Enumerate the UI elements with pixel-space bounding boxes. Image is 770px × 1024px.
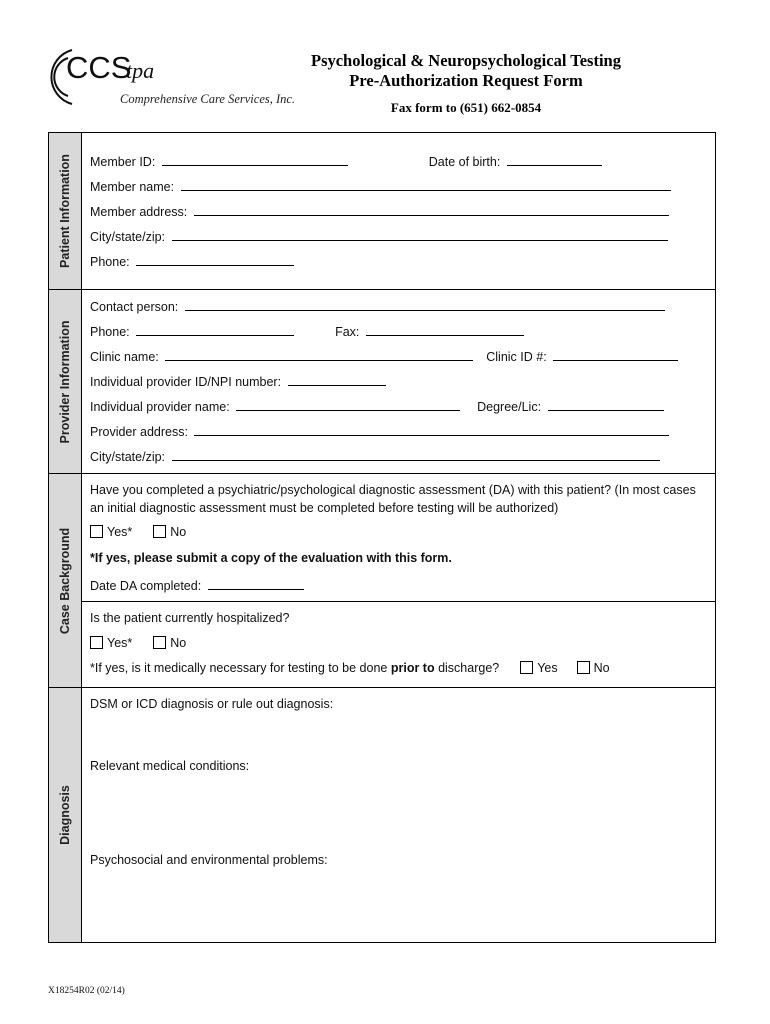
- provider-information-sidebar: [49, 290, 82, 473]
- member-id-label: Member ID:: [90, 155, 156, 169]
- dsm-icd-label: DSM or ICD diagnosis or rule out diagnosis:: [90, 697, 334, 711]
- form-code: X18254R02 (02/14): [48, 986, 125, 996]
- da-question-line2: an initial diagnostic assessment must be completed before testing will be authorized): [90, 501, 559, 515]
- member-address-label: Member address:: [90, 205, 188, 219]
- contact-person-label: Contact person:: [90, 300, 179, 314]
- provider-phone-field[interactable]: [136, 323, 294, 336]
- case-background-sidebar: [49, 474, 82, 687]
- provider-name-row: [90, 398, 664, 414]
- date-of-birth-label: Date of birth:: [428, 155, 501, 169]
- member-address-row: [90, 203, 669, 219]
- provider-npi-label: Individual provider ID/NPI number:: [90, 375, 282, 389]
- form-title-line2: Pre-Authorization Request Form: [349, 71, 583, 90]
- patient-phone-field[interactable]: [136, 253, 294, 266]
- clinic-name-row: [90, 348, 678, 364]
- hospitalized-no-label: No: [170, 636, 187, 650]
- member-name-row: [90, 178, 671, 194]
- hospitalized-no-checkbox[interactable]: [153, 636, 166, 649]
- member-id-field[interactable]: [162, 153, 348, 166]
- discharge-question-row: [90, 661, 610, 675]
- member-address-field[interactable]: [194, 203, 669, 216]
- medical-conditions-label: Relevant medical conditions:: [90, 759, 250, 773]
- provider-address-label: Provider address:: [90, 425, 188, 439]
- provider-city-state-zip-row: [90, 448, 660, 464]
- provider-address-field[interactable]: [194, 423, 669, 436]
- if-yes-note: *If yes, please submit a copy of the evaluation with this form.: [90, 551, 452, 565]
- provider-information-label: Provider Information: [58, 320, 72, 443]
- discharge-question-pre: *If yes, is it medically necessary for testing to be done: [90, 661, 391, 675]
- da-yes-label: Yes*: [107, 525, 133, 539]
- patient-information-label: Patient Information: [58, 154, 72, 268]
- provider-phone-row: [90, 323, 524, 339]
- degree-lic-label: Degree/Lic:: [477, 400, 542, 414]
- provider-city-state-zip-field[interactable]: [172, 448, 660, 461]
- logo-suffix: tpa: [126, 58, 155, 83]
- hospitalized-question: Is the patient currently hospitalized?: [90, 611, 290, 625]
- provider-information-section: [49, 290, 715, 474]
- patient-information-sidebar: [49, 133, 82, 289]
- hospitalized-yes-checkbox[interactable]: [90, 636, 103, 649]
- case-background-label: Case Background: [58, 527, 72, 634]
- date-of-birth-field[interactable]: [507, 153, 602, 166]
- fax-line: Fax form to (651) 662-0854: [390, 100, 542, 115]
- psychosocial-label: Psychosocial and environmental problems:: [90, 853, 328, 867]
- clinic-name-field[interactable]: [165, 348, 473, 361]
- date-da-label: Date DA completed:: [90, 579, 202, 593]
- form-title-line1: Psychological & Neuropsychological Testing: [310, 51, 621, 70]
- degree-lic-field[interactable]: [548, 398, 664, 411]
- patient-city-state-zip-label: City/state/zip:: [90, 230, 166, 244]
- provider-address-row: [90, 423, 669, 439]
- patient-city-state-zip-field[interactable]: [172, 228, 668, 241]
- form-table: [48, 132, 716, 943]
- case-background-section: [49, 474, 715, 688]
- hospitalized-yes-label: Yes*: [107, 636, 133, 650]
- member-id-row: [90, 153, 602, 169]
- da-question-line1: Have you completed a psychiatric/psychological diagnostic assessment (DA) with this patient? (In most cases: [90, 483, 696, 497]
- provider-name-label: Individual provider name:: [90, 400, 230, 414]
- diagnosis-sidebar: [49, 688, 82, 942]
- patient-phone-label: Phone:: [90, 255, 130, 269]
- provider-city-state-zip-label: City/state/zip:: [90, 450, 166, 464]
- discharge-yes-checkbox[interactable]: [520, 661, 533, 674]
- patient-information-section: [49, 133, 715, 290]
- clinic-id-field[interactable]: [553, 348, 678, 361]
- member-name-field[interactable]: [181, 178, 671, 191]
- da-no-label: No: [170, 525, 187, 539]
- contact-person-field[interactable]: [185, 298, 665, 311]
- hospitalized-options-row: [90, 636, 186, 650]
- provider-name-field[interactable]: [236, 398, 460, 411]
- contact-person-row: [90, 298, 665, 314]
- discharge-question-bold: prior to: [390, 661, 435, 675]
- provider-fax-field[interactable]: [366, 323, 524, 336]
- provider-npi-row: [90, 373, 386, 389]
- clinic-id-label: Clinic ID #:: [486, 350, 547, 364]
- diagnosis-label: Diagnosis: [58, 785, 72, 845]
- provider-fax-label: Fax:: [335, 325, 360, 339]
- company-name: Comprehensive Care Services, Inc.: [120, 92, 296, 106]
- discharge-question-post: discharge?: [434, 661, 500, 675]
- diagnosis-section: [49, 688, 715, 942]
- ccs-logo: [38, 44, 298, 110]
- discharge-no-checkbox[interactable]: [577, 661, 590, 674]
- clinic-name-label: Clinic name:: [90, 350, 159, 364]
- patient-city-state-zip-row: [90, 228, 668, 244]
- provider-phone-label: Phone:: [90, 325, 130, 339]
- discharge-no-label: No: [593, 661, 610, 675]
- discharge-yes-label: Yes: [537, 661, 558, 675]
- member-name-label: Member name:: [90, 180, 175, 194]
- provider-npi-field[interactable]: [288, 373, 386, 386]
- patient-phone-row: [90, 253, 294, 269]
- logo-mark: CCS: [66, 50, 132, 85]
